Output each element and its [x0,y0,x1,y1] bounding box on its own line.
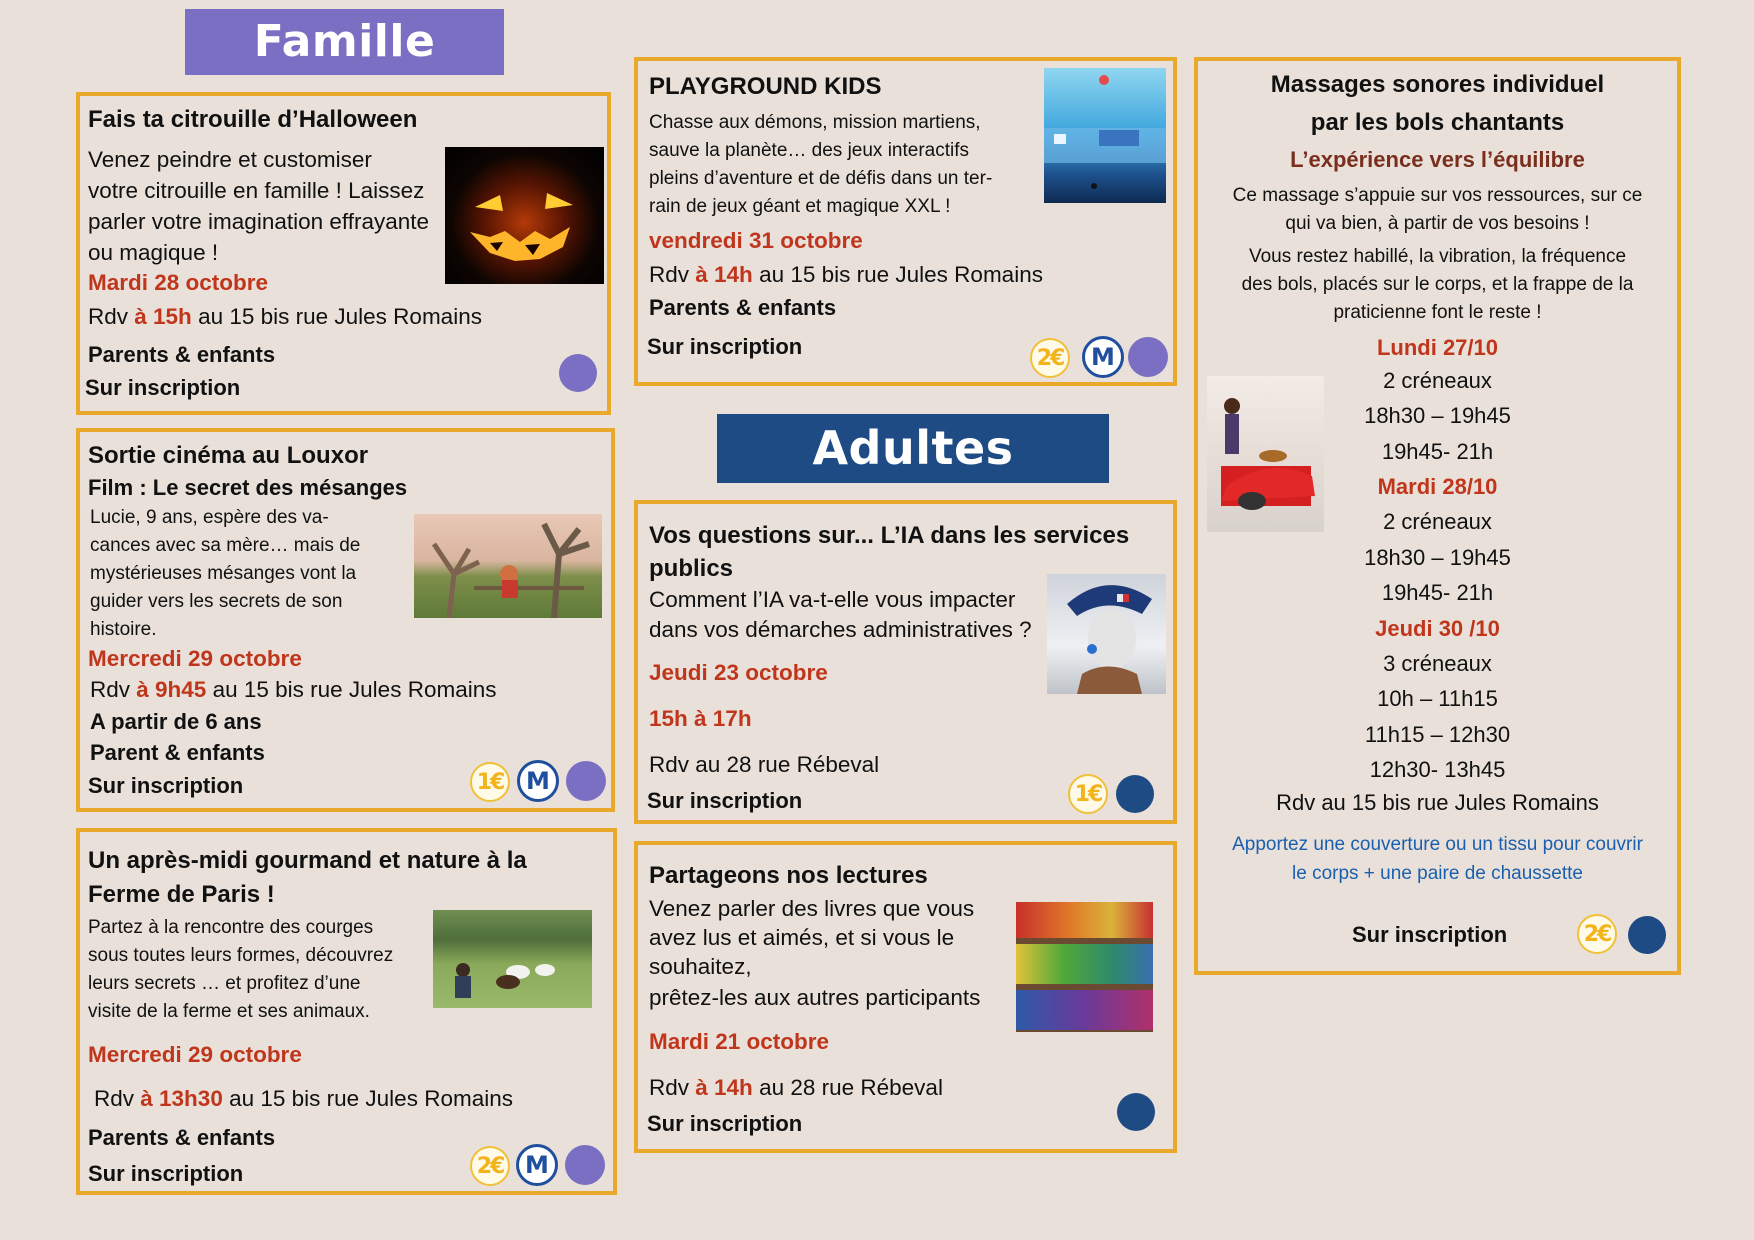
famille-header: Famille [185,9,504,75]
massages-day3-slot-2: 11h15 – 12h30 [1364,722,1511,747]
lectures-inscription: Sur inscription [647,1111,803,1136]
massages-day2: Mardi 28/10 [1377,474,1498,499]
massages-day2-slot-1: 18h30 – 19h45 [1364,545,1511,570]
price-2-euro-icon: 2€ [1577,914,1617,954]
playground-audience: Parents & enfants [649,295,837,320]
massages-desc2-1: Vous restez habillé, la vibration, la fréquence [1248,246,1627,267]
ferme-desc-4: visite de la ferme et ses animaux. [88,1001,370,1022]
lectures-desc-2: avez lus et aimés, et si vous le [649,925,955,950]
massages-day2-count: 2 créneaux [1383,509,1492,534]
massages-inscription: Sur inscription [1352,922,1508,947]
cinema-inscription: Sur inscription [88,773,244,798]
ferme-title-1: Un après-midi gourmand et nature à la [88,847,527,874]
massages-subtitle: L’expérience vers l’équilibre [1290,147,1585,172]
playground-desc-4: rain de jeux géant et magique XXL ! [649,196,951,217]
massages-desc2-3: praticienne font le reste ! [1333,302,1542,323]
pumpkin-image [445,147,604,284]
lectures-title: Partageons nos lectures [649,862,928,889]
playground-desc-1: Chasse aux démons, mission martiens, [649,112,981,133]
massages-day3-slot-3: 12h30- 13h45 [1369,757,1506,782]
lectures-desc-4: prêtez-les aux autres participants [649,985,981,1010]
lectures-desc-3: souhaitez, [649,954,752,979]
massages-desc1-1: Ce massage s’appuie sur vos ressources, sur ce [1232,185,1643,206]
massages-day1-count: 2 créneaux [1383,368,1492,393]
metro-icon: M [517,760,559,802]
halloween-title: Fais ta citrouille d’Halloween [88,106,418,133]
cinema-audience: Parent & enfants [90,740,265,765]
ia-date: Jeudi 23 octobre [649,660,828,685]
ferme-title-2: Ferme de Paris ! [88,881,275,908]
halloween-date: Mardi 28 octobre [88,270,269,295]
adultes-dot [1116,775,1154,813]
ia-card [634,500,1177,824]
cinema-desc-4: guider vers les secrets de son [90,591,343,612]
famille-dot [559,354,597,392]
cinema-card [76,428,615,812]
ferme-rdv: Rdv à 13h30 au 15 bis rue Jules Romains [94,1086,513,1111]
lectures-card [634,841,1177,1153]
playground-rdv: Rdv à 14h au 15 bis rue Jules Romains [649,262,1043,287]
ferme-desc-2: sous toutes leurs formes, découvrez [88,945,394,966]
cinema-desc-5: histoire. [90,619,157,640]
ia-desc-2: dans vos démarches administratives ? [649,617,1032,642]
film-still-image [414,514,602,618]
massages-rdv: Rdv au 15 bis rue Jules Romains [1276,790,1599,815]
massages-note-2: le corps + une paire de chaussette [1292,863,1583,884]
massages-day3: Jeudi 30 /10 [1375,616,1500,641]
cinema-date: Mercredi 29 octobre [88,646,302,671]
ferme-audience: Parents & enfants [88,1125,276,1150]
massages-title-2: par les bols chantants [1310,109,1565,136]
price-1-euro-icon: 1€ [1068,774,1108,814]
playground-title: PLAYGROUND KIDS [649,73,882,100]
cinema-age: A partir de 6 ans [90,709,262,734]
playground-date: vendredi 31 octobre [649,228,863,253]
ferme-desc-3: leurs secrets … et profitez d’une [88,973,361,994]
adultes-dot [1117,1093,1155,1131]
ferme-inscription: Sur inscription [88,1161,244,1186]
halloween-audience: Parents & enfants [88,342,276,367]
massages-note-1: Apportez une couverture ou un tissu pour couvrir [1232,834,1643,855]
famille-dot [565,1145,605,1185]
marianne-ai-image [1047,574,1166,694]
famille-dot [566,761,606,801]
massages-day3-count: 3 créneaux [1383,651,1492,676]
metro-icon: M [516,1144,558,1186]
playground-desc-3: pleins d’aventure et de défis dans un ter- [649,168,993,189]
halloween-inscription: Sur inscription [85,375,241,400]
massages-card [1194,57,1681,975]
massages-day3-slot-1: 10h – 11h15 [1377,686,1498,711]
halloween-desc-1: Venez peindre et customiser [88,147,372,172]
playground-inscription: Sur inscription [647,334,803,359]
halloween-desc-4: ou magique ! [88,240,219,265]
playground-image [1044,68,1166,203]
cinema-rdv: Rdv à 9h45 au 15 bis rue Jules Romains [90,677,497,702]
massages-desc1-2: qui va bien, à partir de vos besoins ! [1285,213,1590,234]
bookshelf-image [1016,902,1153,1032]
massages-desc2-2: des bols, placés sur le corps, et la frappe de la [1241,274,1634,295]
ferme-card [76,828,617,1195]
lectures-date: Mardi 21 octobre [649,1029,830,1054]
lectures-desc-1: Venez parler des livres que vous [649,896,975,921]
ia-desc-1: Comment l’IA va-t-elle vous impacter [649,587,1016,612]
halloween-card [76,92,611,415]
cinema-desc-2: cances avec sa mère… mais de [90,535,361,556]
ia-title-2: publics [649,555,734,582]
halloween-rdv: Rdv à 15h au 15 bis rue Jules Romains [88,304,482,329]
ia-title-1: Vos questions sur... L’IA dans les services [649,522,1130,549]
price-2-euro-icon: 2€ [1030,338,1070,378]
massages-day1: Lundi 27/10 [1376,335,1499,360]
massages-title-1: Massages sonores individuel [1270,71,1605,98]
price-2-euro-icon: 2€ [470,1146,510,1186]
famille-dot [1128,337,1168,377]
massages-day2-slot-2: 19h45- 21h [1381,580,1494,605]
cinema-desc-1: Lucie, 9 ans, espère des va- [90,507,329,528]
lectures-rdv: Rdv à 14h au 28 rue Rébeval [649,1075,943,1100]
ferme-desc-1: Partez à la rencontre des courges [88,917,374,938]
massages-day1-slot-1: 18h30 – 19h45 [1364,403,1511,428]
cinema-title: Sortie cinéma au Louxor [88,442,369,469]
cinema-film: Film : Le secret des mésanges [88,475,408,500]
playground-desc-2: sauve la planète… des jeux interactifs [649,140,970,161]
price-1-euro-icon: 1€ [470,762,510,802]
metro-icon: M [1082,336,1124,378]
cinema-desc-3: mystérieuses mésanges vont la [90,563,357,584]
adultes-dot [1628,916,1666,954]
ferme-date: Mercredi 29 octobre [88,1042,302,1067]
halloween-desc-2: votre citrouille en famille ! Laissez [88,178,425,203]
ia-rdv: Rdv au 28 rue Rébeval [649,752,880,777]
farm-goats-image [433,910,592,1008]
ia-hours: 15h à 17h [649,706,752,731]
ia-inscription: Sur inscription [647,788,803,813]
adultes-header: Adultes [717,414,1109,483]
halloween-desc-3: parler votre imagination effrayante [88,209,430,234]
massages-day1-slot-2: 19h45- 21h [1381,439,1494,464]
playground-card [634,57,1177,386]
